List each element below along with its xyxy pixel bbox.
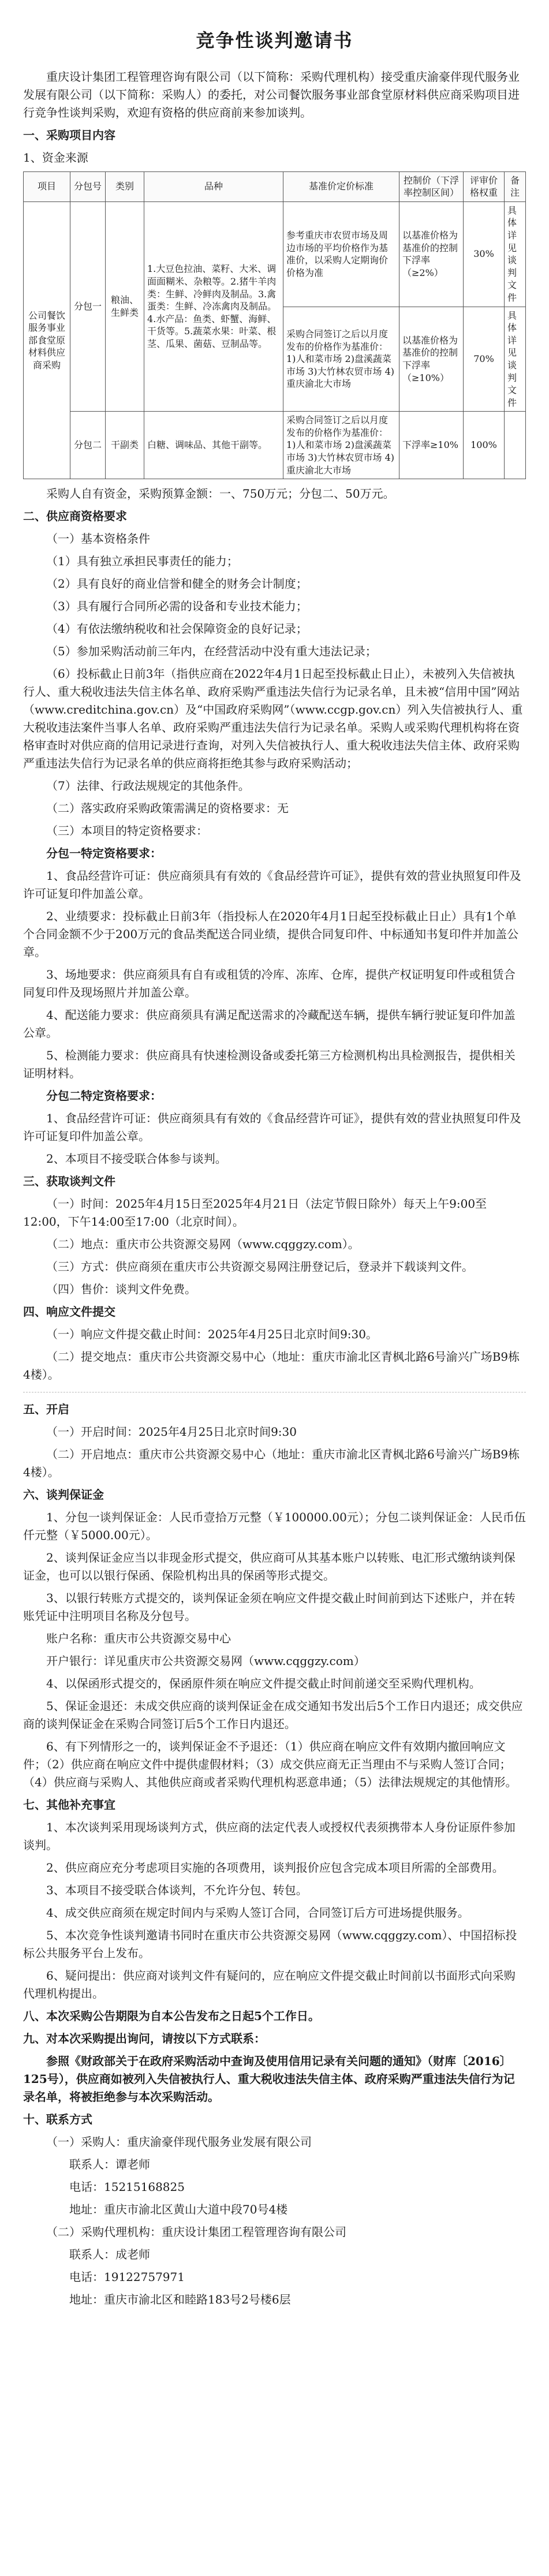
contact-buyer-label: （一）采购人：重庆渝豪伴现代服务业发展有限公司	[46, 2135, 312, 2149]
list-item: 3、本项目不接受联合体谈判，不允许分包、转包。	[46, 1883, 308, 1898]
table-cell-control: 以基准价格为基准价的控制下浮率（≥10%）	[399, 307, 464, 412]
list-item: 2、业绩要求：投标截止日前3年（指投标人在2020年4月1日起至投标截止日止）具有1个单个合同金额不少于200万元的食品类配送合同业绩，提供合同复印件、中标通知书复印件并加盖公章。	[23, 909, 519, 960]
list-item: 1、本次谈判采用现场谈判方式，供应商的法定代表人或授权代表须携带本人身份证原件参加谈判。	[23, 1820, 516, 1853]
table-row	[24, 201, 526, 307]
list-item: （5）参加采购活动前三年内，在经营活动中没有重大违法记录；	[46, 644, 377, 659]
list-item: 4、以保函形式提交的，保函原件须在响应文件提交截止时间前递交至采购代理机构。	[46, 1677, 481, 1691]
table-cell-category: 粮油、生鲜类	[106, 201, 144, 412]
table-cell-lot: 分包一	[70, 201, 106, 412]
contact-agent-phone: 电话：19122757971	[69, 2270, 185, 2284]
list-item: （四）售价：谈判文件免费。	[46, 1282, 196, 1297]
section-1-heading: 一、采购项目内容	[23, 128, 115, 142]
lot1-requirements-heading: 分包一特定资格要求：	[46, 846, 162, 861]
contact-agent-label: （二）采购代理机构：重庆设计集团工程管理咨询有限公司	[46, 2225, 346, 2239]
list-item: （三）方式：供应商须在重庆市公共资源交易网注册登记后，登录并下载谈判文件。	[46, 1260, 473, 1274]
contact-agent-address: 地址：重庆市渝北区和睦路183号2号楼6层	[69, 2293, 291, 2307]
list-item: （二）提交地点：重庆市公共资源交易中心（地址：重庆市渝北区青枫北路6号渝兴广场B9栋4楼）。	[23, 1350, 520, 1382]
table-header-cell: 控制价（下浮率控制区间）	[399, 171, 464, 201]
list-item: 4、成交供应商须在规定时间内与采购人签订合同，合同签订后方可进场提供服务。	[46, 1906, 469, 1920]
list-item: 1、食品经营许可证：供应商须具有有效的《食品经营许可证》，提供有效的营业执照复印件及许可证复印件加盖公章。	[23, 1111, 521, 1144]
table-cell-weight: 30%	[464, 201, 505, 307]
list-item: 开户银行：详见重庆市公共资源交易网（www.cqggzy.com）	[46, 1654, 365, 1668]
list-item: 1、食品经营许可证：供应商须具有有效的《食品经营许可证》，提供有效的营业执照复印件及许可证复印件加盖公章。	[23, 869, 521, 901]
list-item: 3、场地要求：供应商须具有自有或租赁的冷库、冻库、仓库，提供产权证明复印件或租赁合同复印件及现场照片并加盖公章。	[23, 968, 516, 1000]
table-header-cell: 项目	[24, 171, 70, 201]
intro-paragraph: 重庆设计集团工程管理咨询有限公司（以下简称：采购代理机构）接受重庆渝豪伴现代服务业发展有限公司（以下简称：采购人）的委托，对公司餐饮服务事业部食堂原材料供应商采购项目进行竞争性谈判采购，欢迎有资格的供应商前来参加谈判。	[23, 69, 520, 120]
procurement-table	[23, 171, 526, 480]
section-9-body: 参照《财政部关于在政府采购活动中查询及使用信用记录有关问题的通知》（财库〔2016〕125号），供应商如被列入失信被执行人、重大税收违法失信主体、政府采购严重违法失信行为记录名单，将被拒绝参与本次采购活动。	[23, 2054, 515, 2104]
table-cell-lot: 分包二	[70, 412, 106, 479]
section-2-sub-2: （二）落实政府采购政策需满足的资格要求：无	[46, 801, 289, 816]
table-cell-remark: 具体详见谈判文件	[505, 307, 526, 412]
list-item: （一）响应文件提交截止时间：2025年4月25日北京时间9:30。	[46, 1327, 378, 1342]
table-cell-control: 下浮率≥10%	[399, 412, 464, 479]
table-header-row	[24, 171, 526, 201]
list-item: （一）时间：2025年4月15日至2025年4月21日（法定节假日除外）每天上午9:00至12:00，下午14:00至17:00（北京时间）。	[23, 1197, 487, 1229]
table-header-cell: 备注	[505, 171, 526, 201]
list-item: 5、检测能力要求：供应商具有快速检测设备或委托第三方检测机构出具检测报告，提供相关证明材料。	[23, 1048, 516, 1081]
lot2-requirements-heading: 分包二特定资格要求：	[46, 1089, 162, 1103]
section-10-heading: 十、联系方式	[23, 2112, 92, 2127]
table-cell-control: 以基准价格为基准价的控制下浮率（≥2%）	[399, 201, 464, 307]
section-2-heading: 二、供应商资格要求	[23, 509, 127, 524]
list-item: 2、谈判保证金应当以非现金形式提交，供应商可从其基本账户以转账、电汇形式缴纳谈判保证金，也可以以银行保函、保险机构出具的保函等形式提交。	[23, 1551, 516, 1583]
section-2-sub-3: （三）本项目的特定资格要求：	[46, 824, 208, 838]
section-9-heading: 九、对本次采购提出询问，请按以下方式联系：	[23, 2032, 266, 2046]
table-cell-weight: 70%	[464, 307, 505, 412]
table-cell-project: 公司餐饮服务事业部食堂原材料供应商采购	[24, 201, 70, 479]
contact-agent-person: 联系人：成老师	[69, 2248, 150, 2262]
list-item: （3）具有履行合同所必需的设备和专业技术能力；	[46, 599, 308, 614]
list-item: 1、分包一谈判保证金：人民币壹拾万元整（￥100000.00元）；分包二谈判保证金：人民币伍仟元整（￥5000.00元）。	[23, 1510, 526, 1543]
table-header-cell: 品种	[144, 171, 283, 201]
list-item: 2、供应商应充分考虑项目实施的各项费用，谈判报价应包含完成本项目所需的全部费用。	[46, 1861, 504, 1875]
list-item: （二）地点：重庆市公共资源交易网（www.cqggzy.com）。	[46, 1237, 360, 1252]
list-item: 5、保证金退还：未成交供应商的谈判保证金在成交通知书发出后5个工作日内退还；成交供应商的谈判保证金在采购合同签订后5个工作日内退还。	[23, 1699, 523, 1731]
list-item: 2、本项目不接受联合体参与谈判。	[46, 1152, 227, 1166]
table-header-cell: 分包号	[70, 171, 106, 201]
section-1-sub: 1、资金来源	[23, 150, 88, 165]
table-cell-remark	[505, 412, 526, 479]
list-item: 4、配送能力要求：供应商须具有满足配送需求的冷藏配送车辆，提供车辆行驶证复印件加盖公章。	[23, 1008, 516, 1040]
list-item: 账户名称：重庆市公共资源交易中心	[46, 1632, 231, 1646]
list-item: （4）有依法缴纳税收和社会保障资金的良好记录；	[46, 622, 308, 636]
table-cell-items: 白糖、调味品、其他干副等。	[144, 412, 283, 479]
table-cell-basis: 采购合同签订之后以月度发布的价格作为基准价：1)人和菜市场 2)盘溪蔬菜市场 3)大竹林农贸市场 4)重庆渝北大市场	[283, 412, 399, 479]
list-item: （2）具有良好的商业信誉和健全的财务会计制度；	[46, 577, 308, 591]
list-item: 6、疑问提出：供应商对谈判文件有疑问的，应在响应文件提交截止时间前以书面形式向采购代理机构提出。	[23, 1969, 516, 2001]
section-4-heading: 四、响应文件提交	[23, 1305, 115, 1319]
table-header-cell: 评审价格权重	[464, 171, 505, 201]
list-item: 3、以银行转账方式提交的，谈判保证金须在响应文件提交截止时间前到达下述账户，并在转账凭证中注明项目名称及分包号。	[23, 1591, 516, 1623]
list-item: （一）开启时间：2025年4月25日北京时间9:30	[46, 1425, 297, 1439]
list-item: （1）具有独立承担民事责任的能力；	[46, 554, 238, 569]
table-cell-basis: 采购合同签订之后以月度发布的价格作为基准价：1)人和菜市场 2)盘溪蔬菜市场 3)大竹林农贸市场 4)重庆渝北大市场	[283, 307, 399, 412]
section-8-heading: 八、本次采购公告期限为自本公告发布之日起5个工作日。	[23, 2009, 320, 2024]
contact-buyer-person: 联系人：谭老师	[69, 2157, 150, 2172]
section-3-heading: 三、获取谈判文件	[23, 1174, 115, 1189]
table-header-cell: 类别	[106, 171, 144, 201]
table-cell-category: 干副类	[106, 412, 144, 479]
list-item: （二）开启地点：重庆市公共资源交易中心（地址：重庆市渝北区青枫北路6号渝兴广场B9栋4楼）。	[23, 1447, 520, 1480]
section-7-heading: 七、其他补充事宜	[23, 1798, 115, 1812]
contact-buyer-phone: 电话：15215168825	[69, 2180, 185, 2194]
list-item: 5、本次竞争性谈判邀请书同时在重庆市公共资源交易网（www.cqggzy.com）、中国招标投标公共服务平台上发布。	[23, 1928, 517, 1961]
section-5-heading: 五、开启	[23, 1402, 69, 1417]
table-cell-basis: 参考重庆市农贸市场及周边市场的平均价格作为基准价，以采购人定期询价价格为准	[283, 201, 399, 307]
section-6-heading: 六、谈判保证金	[23, 1488, 104, 1502]
table-cell-remark: 具体详见谈判文件	[505, 201, 526, 307]
list-item: （6）投标截止日前3年（指供应商在2022年4月1日起至投标截止日止），未被列入失信被执行人、重大税收违法失信主体名单、政府采购严重违法失信行为记录名单，且未被“信用中国”网站（www.creditchina.gov.cn）及“中国政府采购网”（www.ccgp.gov.cn）列入失信被执行人、重大税收违法案件当事人名单、政府采购严重违法失信行为记录名单。采购人或采购代理机构将在资格审查时对供应商的信用记录进行查询，对列入失信被执行人、重大税收违法失信主体、政府采购严重违法失信行为记录名单的供应商将拒绝其参与政府采购活动；	[23, 667, 523, 771]
budget-paragraph: 采购人自有资金，采购预算金额：一、750万元；分包二、50万元。	[46, 487, 395, 501]
contact-buyer-address: 地址：重庆市渝北区黄山大道中段70号4楼	[69, 2202, 288, 2217]
section-2-sub-1: （一）基本资格条件	[46, 532, 150, 546]
page-title: 竞争性谈判邀请书	[196, 29, 353, 51]
table-cell-weight: 100%	[464, 412, 505, 479]
table-cell-items: 1.大豆色拉油、菜籽、大米、调面面糊米、杂粮等。2.猪牛羊肉类：生鲜、冷鲜肉及制品。3.禽蛋类：生鲜、冷冻禽肉及制品。4.水产品：鱼类、虾蟹、海鲜、干货等。5.蔬菜水果：叶菜、根茎、瓜果、菌菇、豆制品等。	[144, 201, 283, 412]
list-item: （7）法律、行政法规规定的其他条件。	[46, 779, 250, 793]
table-header-cell: 基准价定价标准	[283, 171, 399, 201]
list-item: 6、有下列情形之一的，谈判保证金不予退还：（1）供应商在响应文件有效期内撤回响应文件；（2）供应商在响应文件中提供虚假材料；（3）成交供应商无正当理由不与采购人签订合同；（4）供应商与采购人、其他供应商或者采购代理机构恶意串通；（5）法律法规规定的其他情形。	[23, 1739, 517, 1790]
table-row	[24, 412, 526, 479]
